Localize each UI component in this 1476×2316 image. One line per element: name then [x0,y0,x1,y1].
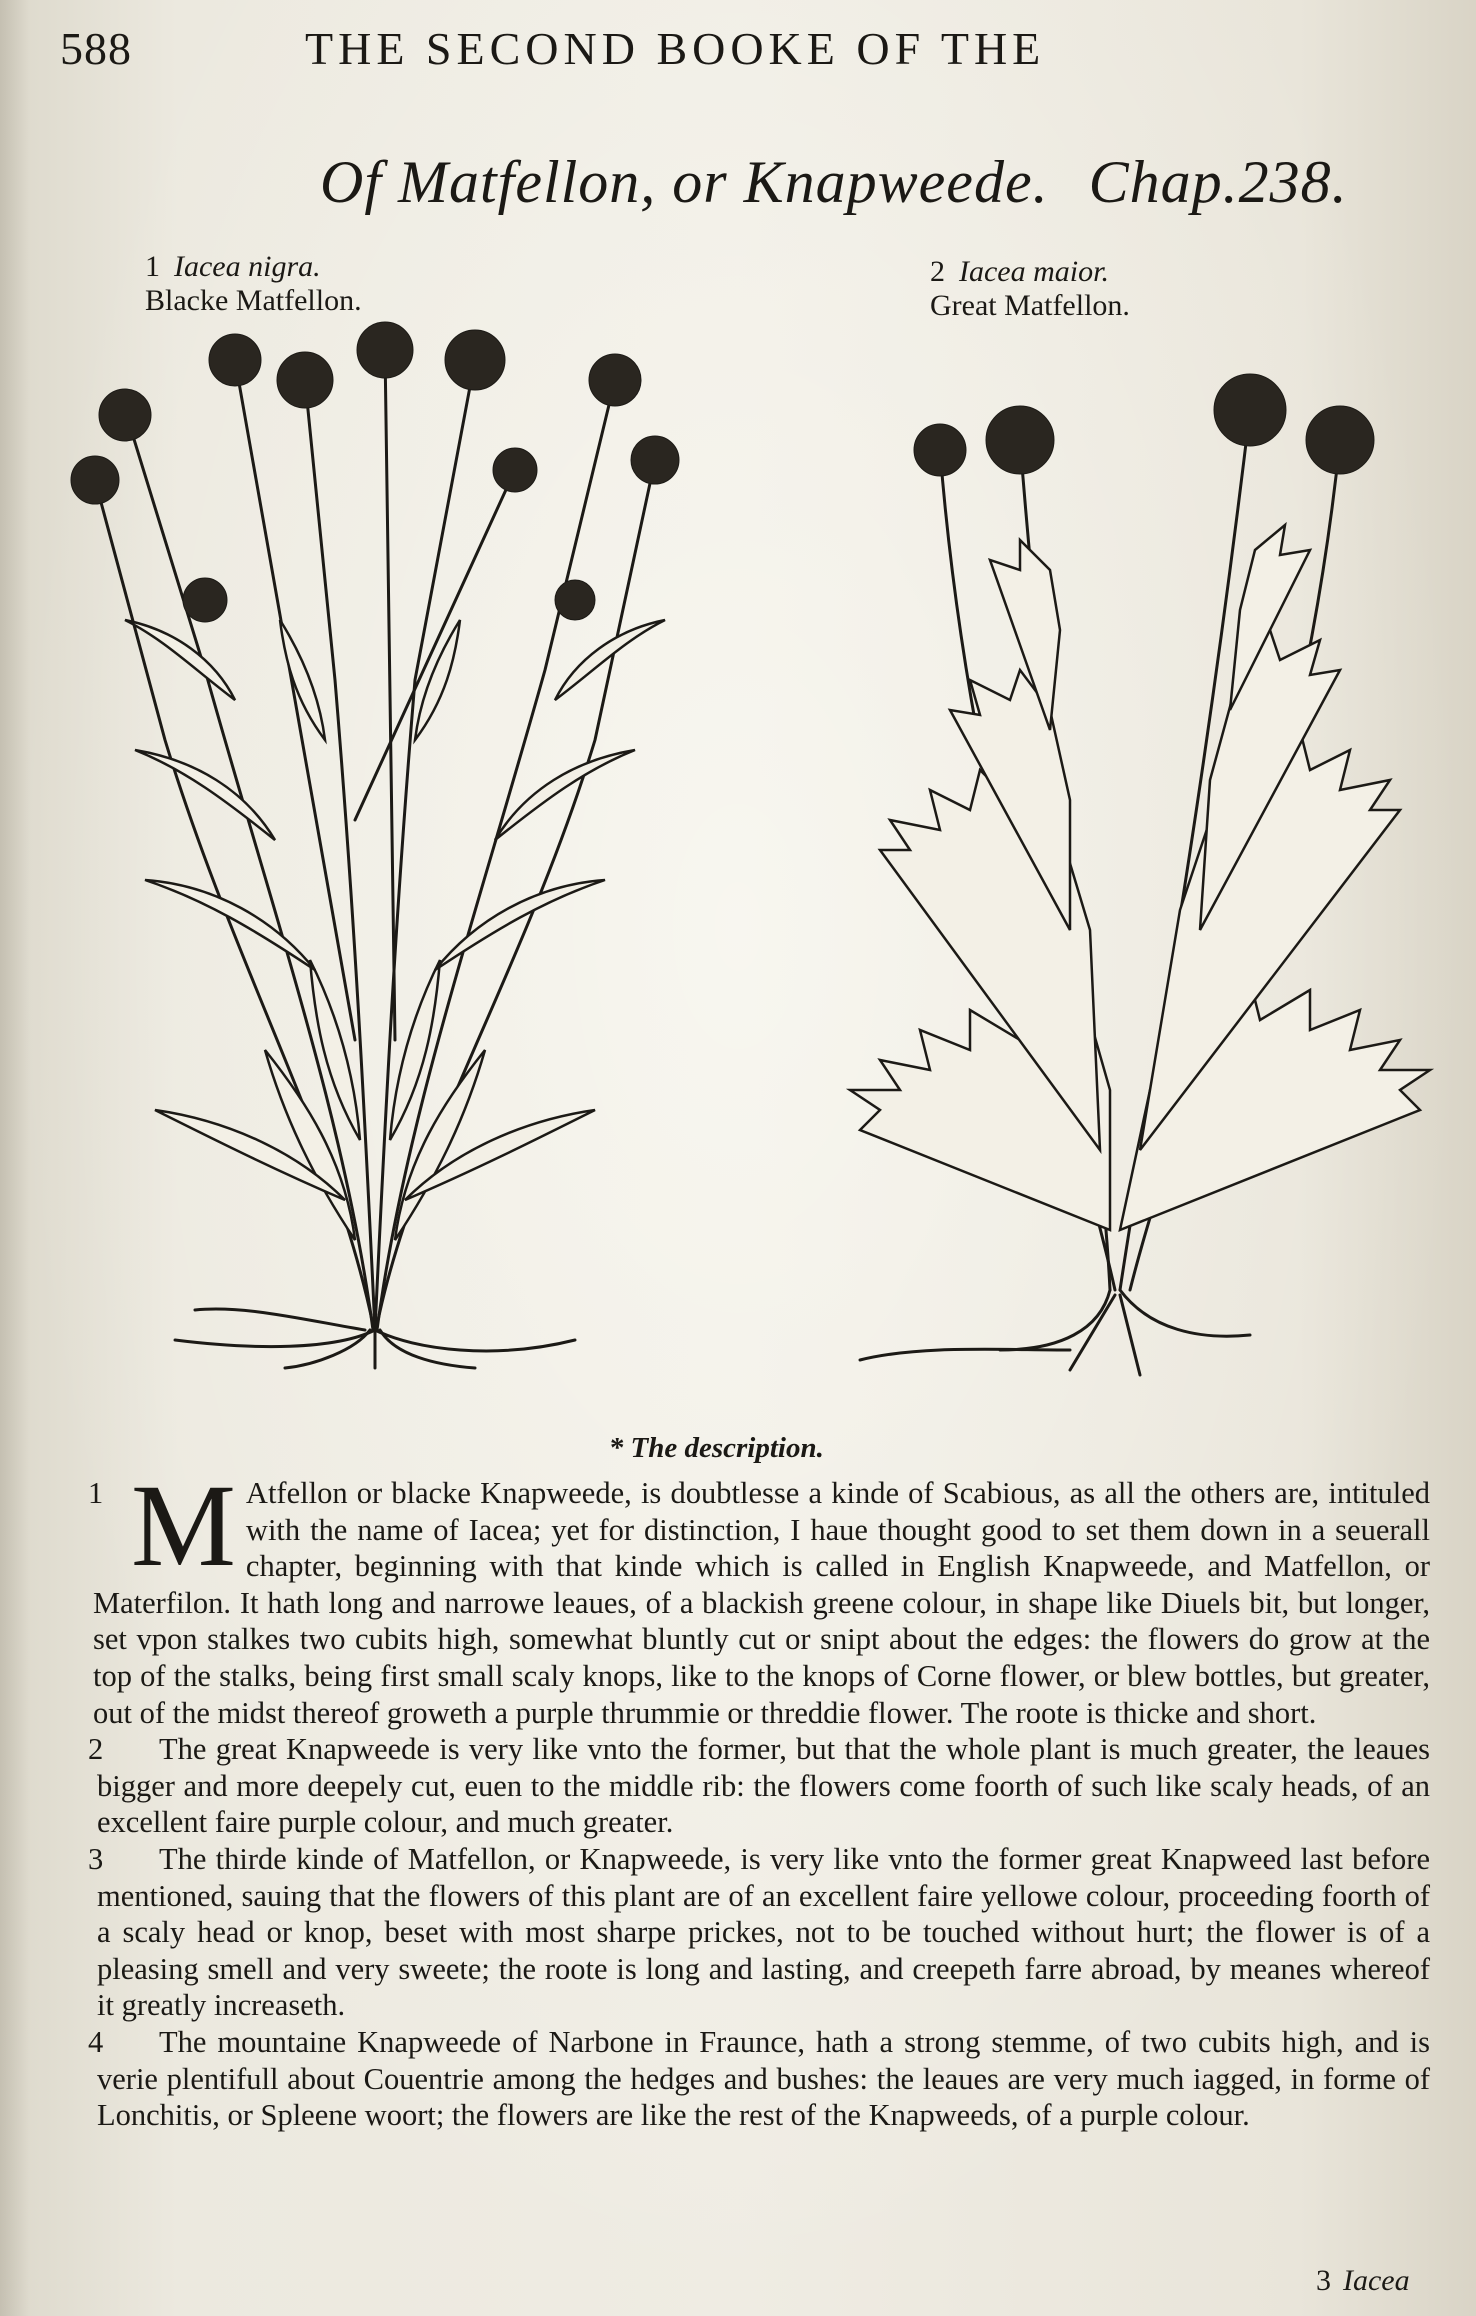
figure-number: 1 [145,250,160,283]
paragraph-number: 4 [88,2024,104,2059]
asterisk-marker: * [610,1432,625,1464]
figure-english-name: Blacke Matfellon. [145,284,362,317]
page-header [0,22,1476,82]
figure-number: 2 [930,255,945,288]
catchword [1316,2264,1410,2298]
paragraph-4 [88,2024,1430,2134]
chapter-number: Chap.238. [1088,149,1348,215]
paragraph-number: 1 [88,1476,104,1510]
paragraph-text: The thirde kinde of Matfellon, or Knapweede, is very like vnto the former great Knapweed last before mentioned, sauing that the flowers of this plant are of an excellent faire yellowe colour, proceeding foorth of a scaly head or knop, beset with most sharpe prickes, not to be touched without hurt; the flower is of a pleasing smell and very sweete; the roote is long and lasting, and creepeth farre abroad, by meanes whereof it greatly increaseth. [97,1841,1430,2023]
paragraph-text: The mountaine Knapweede of Narbone in Fraunce, hath a strong stemme, of two cubits high, and is verie plentifull about Couentrie among the hedges and bushes: the leaues are very much iagged, in forme of Lonchitis, or Spleene woort; the flowers are like the rest of the Knapweeds, of a purple colour. [97,2024,1430,2133]
paragraph-text: Atfellon or blacke Knapweede, is doubtlesse a kinde of Scabious, as all the others are, intituled with the name of Iacea; yet for distinction, I haue thought good to set them down in a seuerall chapter, beginning with that kinde which is called in English Knapweede, and Matfellon, or Materfilon. It hath long and narrowe leaues, of a blackish greene colour, in shape like Diuels bit, but longer, set vpon stalkes two cubits high, somewhat bluntly cut or snipt about the edges: the flowers do grow at the top of the stalks, being first small scaly knops, like to the knops of Corne flower, or blew bottles, but greater, out of the midst thereof groweth a purple thrummie or threddie flower. The roote is thicke and short. [93,1476,1430,1730]
catchword-number: 3 [1316,2264,1331,2297]
figure-caption-2 [930,255,1130,323]
paragraph-number: 3 [88,1841,104,1876]
description-text [88,1460,1430,2134]
paragraph-number: 2 [88,1732,104,1767]
running-head: THE SECOND BOOKE OF THE [305,23,1046,74]
figure-english-name: Great Matfellon. [930,289,1130,322]
chapter-title-text: Of Matfellon, or Knapweede. [320,149,1049,215]
figure-latin-name: Iacea nigra. [174,250,321,283]
woodcut-black-matfellon [55,320,695,1370]
drop-cap: M [131,1460,236,1591]
page-number: 588 [60,23,132,74]
paragraph-2 [88,1731,1430,1841]
paragraph-text: The great Knapweede is very like vnto the former, but that the whole plant is much greater, the leaues bigger and more deepely cut, euen to the middle rib: the flowers come foorth of such like scaly heads, of an excellent faire purple colour, and much greater. [97,1732,1430,1840]
woodcut-great-matfellon [820,330,1440,1380]
section-heading [610,1432,824,1465]
gutter-shadow [0,0,30,2316]
section-heading-text: The description. [630,1432,824,1464]
figure-caption-1 [145,250,362,318]
catchword-text: Iacea [1343,2264,1410,2297]
paragraph-3 [88,1841,1430,2024]
paragraph-1 [88,1460,1430,1731]
chapter-title [320,148,1348,217]
figure-latin-name: Iacea maior. [959,255,1109,288]
